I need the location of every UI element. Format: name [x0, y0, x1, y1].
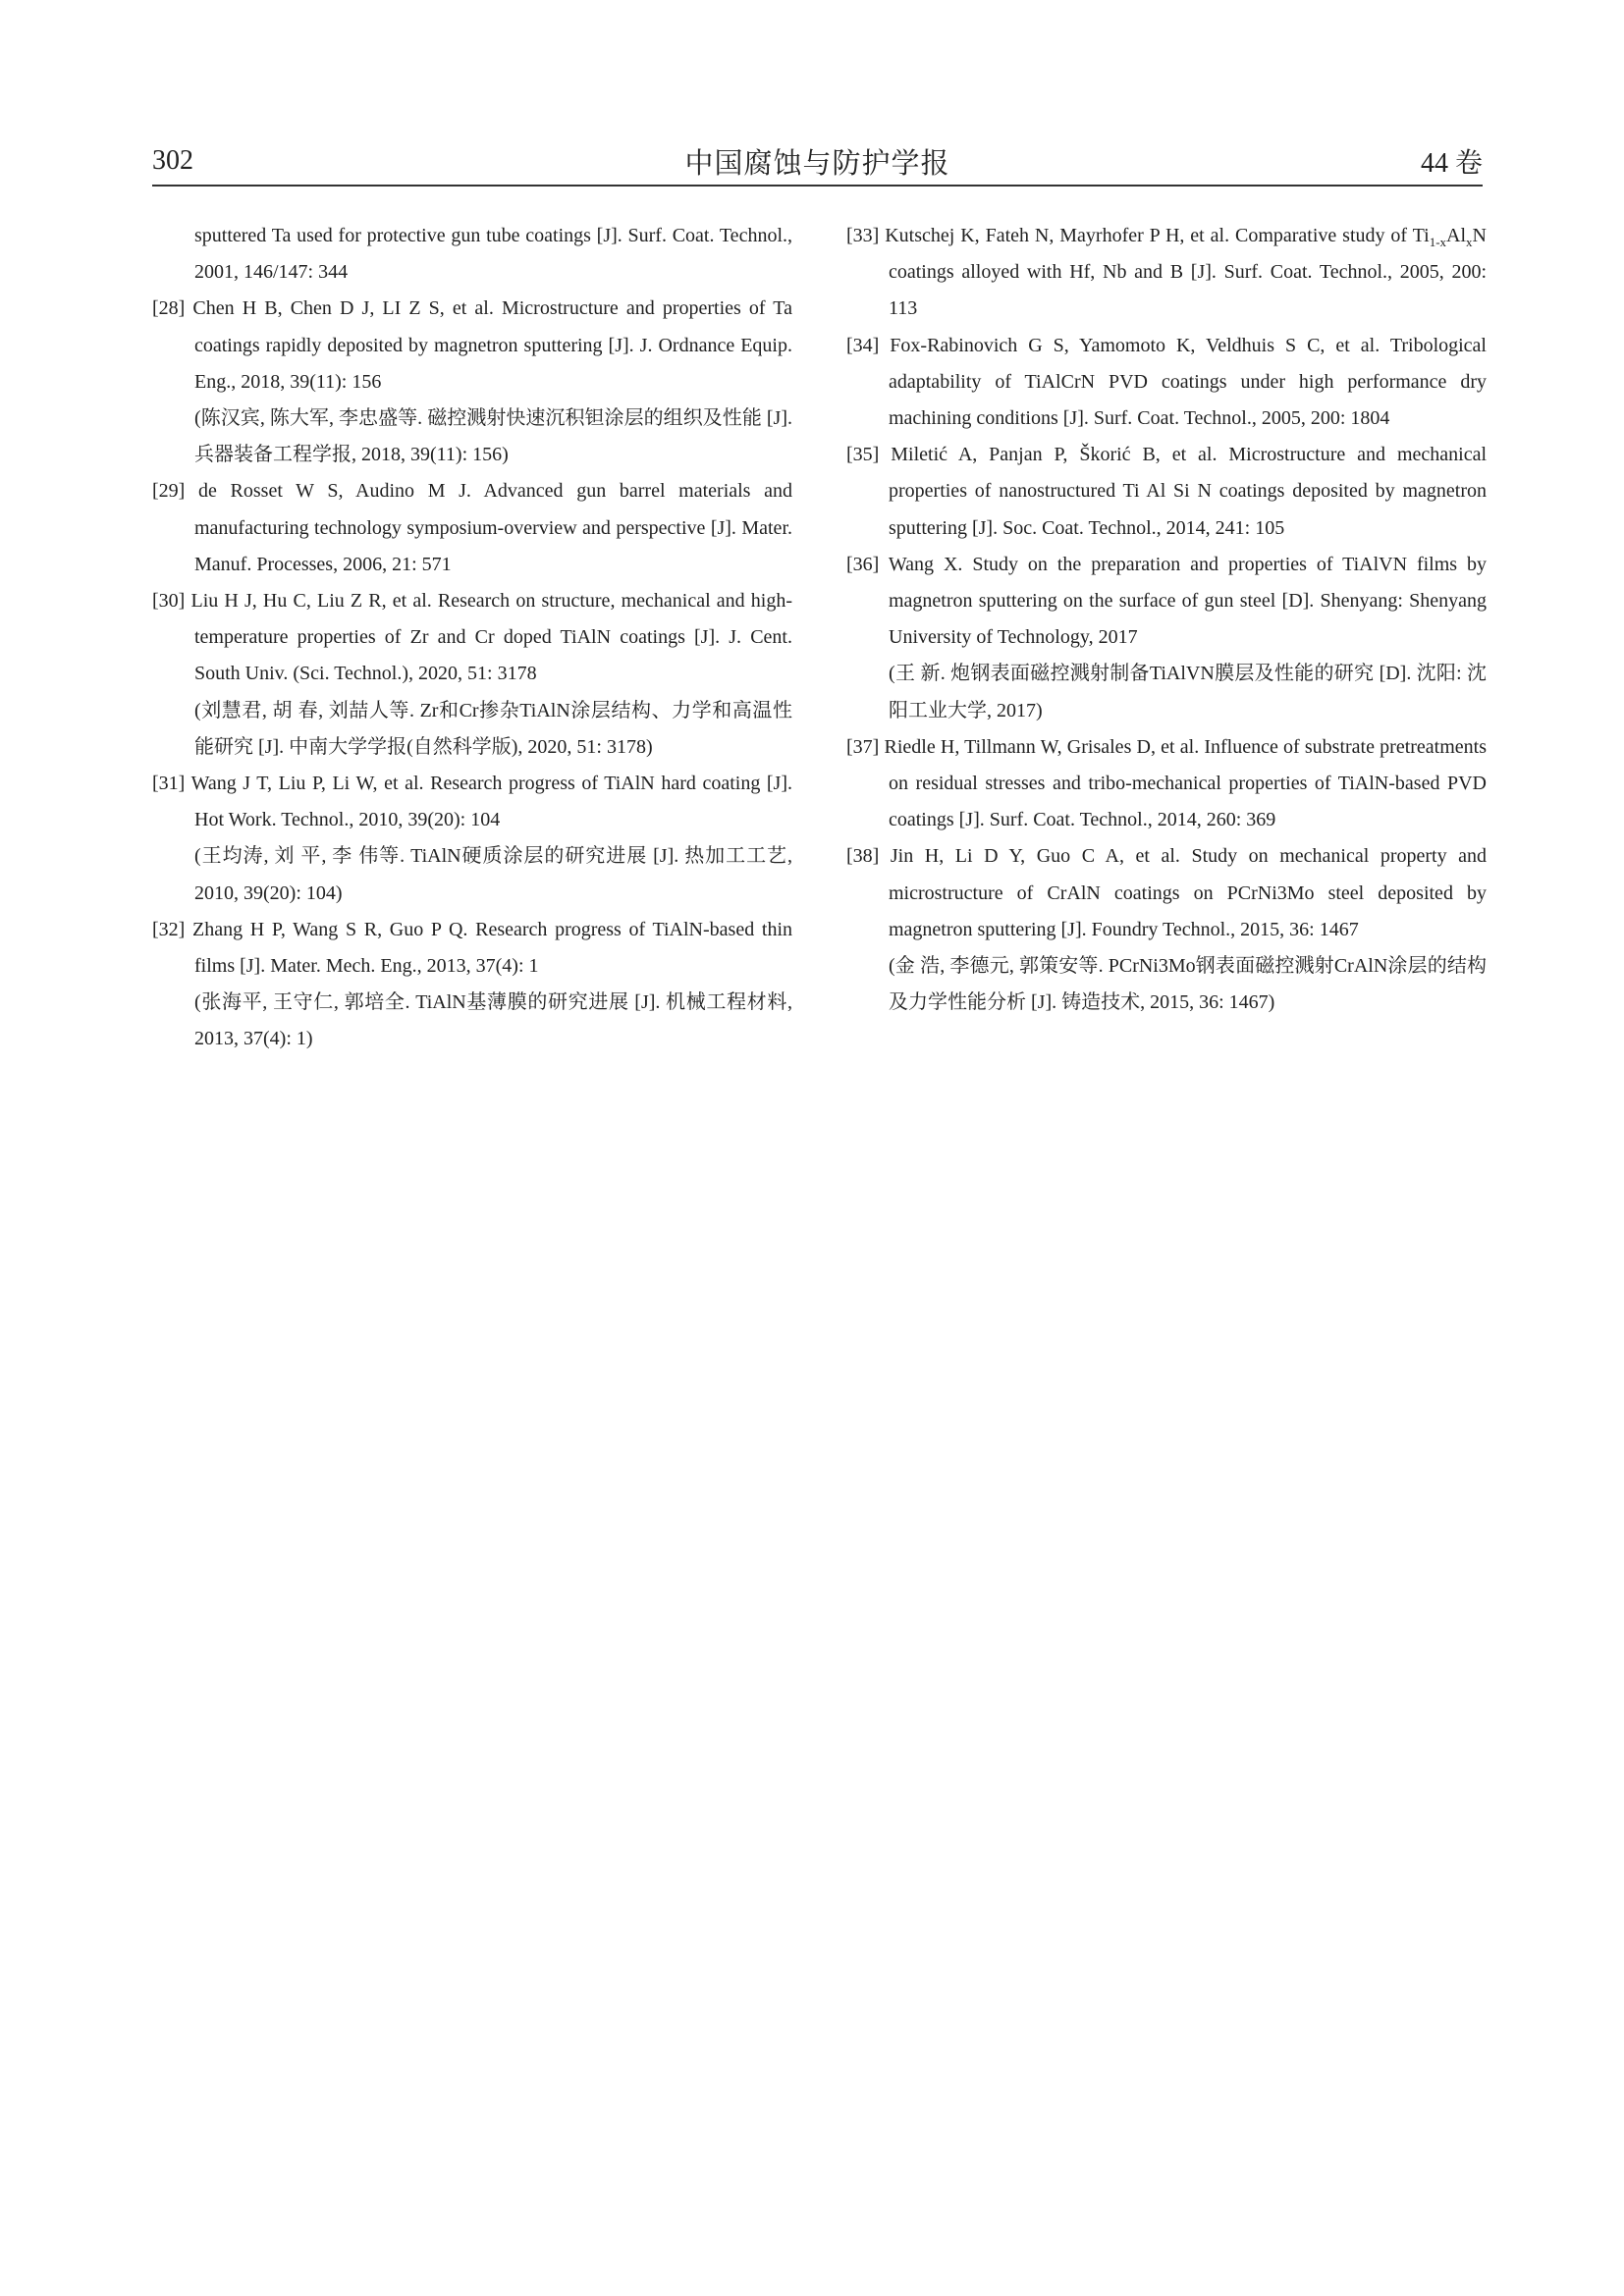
reference-item-33: [846, 218, 1487, 328]
reference-item-32: [152, 912, 792, 1058]
page-number: 302: [152, 145, 193, 176]
reference-number: [33]: [846, 225, 880, 246]
reference-item-30: [152, 583, 792, 766]
reference-item-31: [152, 766, 792, 912]
reference-text: Wang J T, Liu P, Li W, et al. Research progress of TiAlN hard coating [J]. Hot Work. Technol., 2010, 39(20): 104: [190, 773, 793, 831]
reference-number: [38]: [846, 845, 880, 868]
reference-number: [31]: [152, 773, 186, 795]
reference-chinese-text: (王 新. 炮钢表面磁控溅射制备TiAlVN膜层及性能的研究 [D]. 沈阳: 沈阳工业大学, 2017): [889, 663, 1487, 721]
reference-number: [32]: [152, 918, 186, 940]
reference-text: Kutschej K, Fateh N, Mayrhofer P H, et al. Comparative study of Ti: [885, 225, 1430, 246]
reference-number: [30]: [152, 590, 186, 613]
reference-continuation: [152, 218, 792, 291]
reference-text: Fox-Rabinovich G S, Yamomoto K, Veldhuis S C, et al. Tribological adaptability of TiAlCrN PVD coatings under high performance dry machining conditions [J]. Surf. Coat. Technol., 2005, 200: 1804: [889, 334, 1487, 430]
reference-text: de Rosset W S, Audino M J. Advanced gun barrel materials and manufacturing technology symposium-overview and perspective [J]. Mater. Manuf. Processes, 2006, 21: 571: [194, 480, 792, 575]
reference-text: Liu H J, Hu C, Liu Z R, et al. Research on structure, mechanical and high-temperature properties of Zr and Cr doped TiAlN coatings [J]. J. Cent. South Univ. (Sci. Technol.), 2020, 51: 3178: [190, 590, 793, 685]
reference-chinese-text: (王均涛, 刘 平, 李 伟等. TiAlN硬质涂层的研究进展 [J]. 热加工工艺, 2010, 39(20): 104): [194, 845, 792, 904]
reference-item-28: [152, 291, 792, 473]
reference-number: [29]: [152, 480, 186, 503]
reference-chinese-text: (刘慧君, 胡 春, 刘喆人等. Zr和Cr掺杂TiAlN涂层结构、力学和高温性能研究 [J]. 中南大学学报(自然科学版), 2020, 51: 3178): [194, 699, 792, 758]
reference-column-right: [846, 218, 1487, 1021]
reference-text: N coatings alloyed with Hf, Nb and B [J]. Surf. Coat. Technol., 2005, 200: 113: [889, 225, 1487, 320]
reference-item-38: [846, 838, 1487, 1021]
reference-text: Zhang H P, Wang S R, Guo P Q. Research progress of TiAlN-based thin films [J]. Mater. Mech. Eng., 2013, 37(4): 1: [192, 918, 792, 978]
reference-item-36: [846, 547, 1487, 729]
header-rule: [152, 185, 1483, 187]
reference-number: [37]: [846, 735, 880, 758]
reference-item-35: [846, 437, 1487, 547]
reference-text: Wang X. Study on the preparation and properties of TiAlVN films by magnetron sputtering on the surface of gun steel [D]. Shenyang: Shenyang University of Technology, 2017: [888, 553, 1487, 649]
reference-chinese-text: (陈汉宾, 陈大军, 李忠盛等. 磁控溅射快速沉积钽涂层的组织及性能 [J]. 兵器装备工程学报, 2018, 39(11): 156): [194, 407, 792, 466]
volume-label: 44 卷: [1420, 148, 1483, 179]
reference-number: [35]: [846, 444, 880, 466]
subscript: 1-x: [1429, 235, 1447, 249]
reference-text: sputtered Ta used for protective gun tube coatings [J]. Surf. Coat. Technol., 2001, 146/147: 344: [194, 225, 792, 284]
reference-chinese-text: (金 浩, 李德元, 郭策安等. PCrNi3Mo钢表面磁控溅射CrAlN涂层的结构及力学性能分析 [J]. 铸造技术, 2015, 36: 1467): [889, 955, 1487, 1014]
reference-column-left: [152, 218, 792, 1058]
journal-title: 中国腐蚀与防护学报: [684, 147, 950, 180]
reference-number: [28]: [152, 297, 186, 320]
reference-text: Chen H B, Chen D J, LI Z S, et al. Microstructure and properties of Ta coatings rapidly deposited by magnetron sputtering [J]. J. Ordnance Equip. Eng., 2018, 39(11): 156: [192, 297, 793, 393]
reference-text: Al: [1446, 225, 1467, 246]
reference-text: Jin H, Li D Y, Guo C A, et al. Study on mechanical property and microstructure of CrAlN coatings on PCrNi3Mo steel deposited by magnetron sputtering [J]. Foundry Technol., 2015, 36: 1467: [889, 845, 1487, 940]
reference-item-34: [846, 328, 1487, 438]
reference-number: [34]: [846, 334, 880, 356]
reference-number: [36]: [846, 553, 880, 575]
subscript: x: [1466, 235, 1473, 249]
reference-item-29: [152, 473, 792, 583]
running-header: [152, 137, 1483, 185]
reference-item-37: [846, 729, 1487, 839]
reference-chinese-text: (张海平, 王守仁, 郭培全. TiAlN基薄膜的研究进展 [J]. 机械工程材料, 2013, 37(4): 1): [194, 991, 792, 1050]
reference-text: Riedle H, Tillmann W, Grisales D, et al. Influence of substrate pretreatments on residual stresses and tribo-mechanical properties of TiAlN-based PVD coatings [J]. Surf. Coat. Technol., 2014, 260: 369: [884, 735, 1487, 831]
reference-text: Miletić A, Panjan P, Škorić B, et al. Microstructure and mechanical properties of nanostructured Ti Al Si N coatings deposited by magnetron sputtering [J]. Soc. Coat. Technol., 2014, 241: 105: [889, 444, 1488, 539]
